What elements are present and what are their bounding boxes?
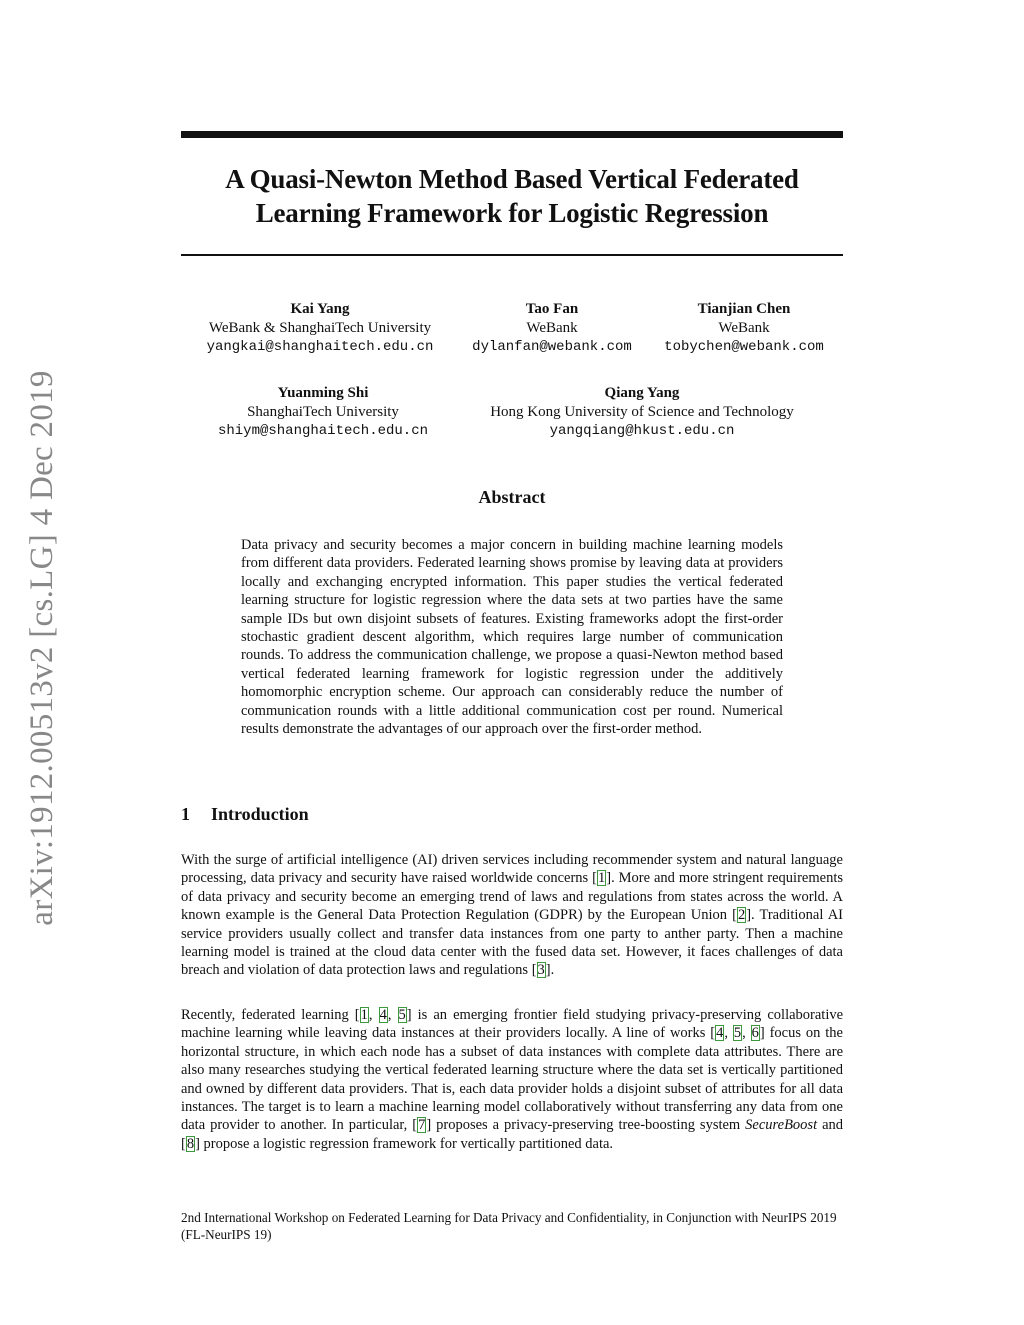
text-run: , bbox=[742, 1025, 751, 1042]
citation-link[interactable]: 2 bbox=[737, 907, 746, 924]
citation-link[interactable]: 5 bbox=[398, 1007, 406, 1023]
author-affiliation: WeBank & ShanghaiTech University bbox=[208, 320, 432, 336]
title-rule-top bbox=[181, 131, 843, 138]
citation-link[interactable]: 3 bbox=[537, 962, 545, 979]
author-name: Qiang Yang bbox=[604, 385, 680, 401]
citation-link[interactable]: 5 bbox=[733, 1025, 742, 1042]
text-run: ]. Traditional AI service providers usually collect and transfer data instances from one party to anther party. Then a machine learning model is trained at the cloud data center with the fused data set. However, it faces challenges of data breach and violation of data protection laws and regulations [ bbox=[181, 907, 843, 979]
text-run: ] is an emerging frontier field studying privacy-preserving collaborative machine learning while leaving data instances at their providers locally. A line of works [ bbox=[181, 1007, 844, 1042]
citation-link[interactable]: 4 bbox=[379, 1007, 387, 1023]
text-run: , bbox=[724, 1025, 733, 1042]
citation-link[interactable]: 6 bbox=[751, 1025, 759, 1042]
author-name: Yuanming Shi bbox=[277, 385, 369, 401]
abstract-heading: Abstract bbox=[478, 487, 546, 507]
system-name: SecureBoost bbox=[745, 1117, 818, 1134]
text-run: ] focus on the horizontal structure, in which each node has a subset of data instances with complete data attributes. There are also many researches studying the vertical federated learning structure where the data set is vertically partitioned and owned by different data providers. That is, each data provider holds a disjoint subset of attributes for all data instances. The target is to learn a machine learning model collaboratively without transferring any data from one data provider to another. In particular, [ bbox=[181, 1025, 843, 1134]
author-affiliation: WeBank bbox=[526, 320, 578, 336]
intro-paragraph-1 bbox=[181, 851, 843, 980]
author-name: Kai Yang bbox=[290, 301, 350, 317]
author-name: Tianjian Chen bbox=[697, 301, 791, 317]
text-run: ]. More and more stringent requirements of data privacy and security become an emerging trend of laws and regulations from states across the world. A known example is the General Data Protection Regulation (GDPR) by the European Union [ bbox=[181, 870, 843, 924]
text-run: ] proposes a privacy-preserving tree-boosting system bbox=[426, 1117, 746, 1134]
text-run: ]. bbox=[545, 962, 555, 979]
section-heading bbox=[181, 804, 309, 825]
author-affiliation: ShanghaiTech University bbox=[247, 404, 399, 420]
title-line-1: A Quasi-Newton Method Based Vertical Federated bbox=[225, 164, 799, 194]
author-email[interactable]: tobychen@webank.com bbox=[664, 339, 824, 355]
author-email[interactable]: shiym@shanghaitech.edu.cn bbox=[217, 423, 429, 439]
text-run: ] propose a logistic regression framework for vertically partitioned data. bbox=[195, 1135, 614, 1152]
footnote: 2nd International Workshop on Federated Learning for Data Privacy and Confidentiality, in Conjunction with NeurIPS 2019 (FL-NeurIPS 19) bbox=[181, 1210, 837, 1242]
arxiv-stamp[interactable]: arXiv:1912.00513v2 [cs.LG] 4 Dec 2019 bbox=[24, 370, 60, 926]
text-run: Recently, federated learning [ bbox=[181, 1007, 360, 1023]
text-run: , bbox=[368, 1007, 379, 1023]
text-run: , bbox=[387, 1007, 398, 1023]
citation-link[interactable]: 7 bbox=[418, 1117, 426, 1134]
citation-link[interactable]: 1 bbox=[360, 1007, 368, 1023]
author-block bbox=[462, 300, 642, 357]
text-run: and [ bbox=[181, 1117, 843, 1152]
paper-title bbox=[181, 162, 843, 230]
citation-link[interactable]: 4 bbox=[716, 1025, 724, 1042]
section-title: Introduction bbox=[211, 804, 309, 824]
section-number: 1 bbox=[181, 804, 190, 824]
author-block bbox=[654, 300, 834, 357]
title-line-2: Learning Framework for Logistic Regression bbox=[255, 198, 769, 228]
author-block bbox=[190, 300, 450, 357]
author-affiliation: Hong Kong University of Science and Technology bbox=[490, 404, 794, 420]
author-email[interactable]: dylanfan@webank.com bbox=[472, 339, 632, 355]
title-rule-bottom bbox=[181, 254, 843, 256]
abstract-body: Data privacy and security becomes a major concern in building machine learning models from different data providers. Federated learning shows promise by leaving data at providers locally and exchanging encrypted information. This paper studies the vertical federated learning structure for logistic regression where the data sets at two parties have the same sample IDs but own disjoint subsets of features. Existing frameworks adopt the first-order stochastic gradient descent algorithm, which requires large number of communication rounds. To address the communication challenge, we propose a quasi-Newton method based vertical federated learning framework for logistic regression under the additively homomorphic encryption scheme. Our approach can considerably reduce the number of communication rounds with a little additional communication cost per round. Numerical results demonstrate the advantages of our approach over the first-order method. bbox=[241, 537, 783, 738]
author-affiliation: WeBank bbox=[718, 320, 770, 336]
author-email[interactable]: yangkai@shanghaitech.edu.cn bbox=[206, 339, 434, 355]
intro-paragraph-2 bbox=[181, 1006, 843, 1153]
author-email[interactable]: yangqiang@hkust.edu.cn bbox=[549, 423, 735, 439]
citation-link[interactable]: 8 bbox=[186, 1135, 195, 1152]
text-run: With the surge of artificial intelligence (AI) driven services including recommender system and natural language processing, data privacy and security have raised worldwide concerns [ bbox=[181, 852, 843, 887]
citation-link[interactable]: 1 bbox=[597, 870, 606, 887]
author-name: Tao Fan bbox=[525, 301, 579, 317]
author-block bbox=[198, 384, 448, 441]
author-block bbox=[462, 384, 822, 441]
